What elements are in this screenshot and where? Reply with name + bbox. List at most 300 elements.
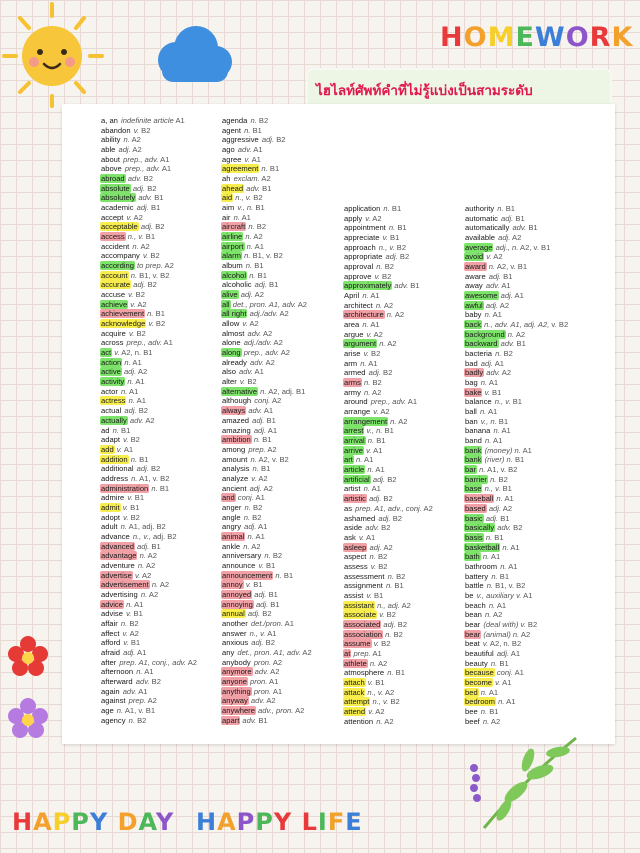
cefr-level: B2	[274, 135, 286, 145]
word-entry	[221, 609, 312, 619]
word-entry	[221, 484, 312, 494]
headword: against	[101, 696, 126, 706]
word-entry	[343, 455, 433, 465]
part-of-speech: n.	[476, 465, 486, 475]
part-of-speech: n.	[118, 386, 128, 396]
headword: advance	[101, 531, 130, 541]
headword: bee	[465, 706, 478, 716]
word-entry	[100, 164, 197, 174]
plant-icon	[464, 720, 584, 830]
headword: attempt	[344, 697, 370, 707]
cefr-level: A2, v. B1	[495, 262, 528, 272]
cefr-level: B2	[148, 251, 160, 261]
cefr-level: A1	[512, 291, 524, 301]
cefr-level: A1	[520, 445, 532, 455]
part-of-speech: v.	[377, 610, 385, 620]
cefr-level: A2	[147, 589, 159, 599]
word-entry	[100, 280, 197, 290]
word-entry	[464, 465, 568, 475]
part-of-speech: n.	[259, 164, 268, 174]
word-entry	[221, 406, 312, 416]
part-of-speech: n.	[128, 270, 138, 280]
headword: awesome	[465, 291, 498, 301]
word-entry	[464, 552, 568, 562]
cefr-level: A1	[504, 697, 516, 707]
cefr-level: B1	[260, 435, 272, 445]
headword: above	[101, 164, 122, 174]
cefr-level: B1	[392, 581, 404, 591]
cefr-level: B2	[397, 252, 410, 262]
word-entry	[100, 300, 197, 310]
headword: band	[465, 436, 482, 446]
word-entry	[464, 639, 568, 649]
word-entry	[221, 542, 312, 552]
part-of-speech: n.	[478, 687, 488, 697]
part-of-speech: v.	[256, 560, 264, 570]
headword: beauty	[465, 658, 488, 668]
headword: architecture	[344, 310, 384, 320]
cefr-level: B1	[487, 706, 499, 716]
cefr-level: A1	[127, 386, 139, 396]
headword: base	[465, 484, 482, 494]
headword: album	[222, 261, 243, 271]
headword: ball	[465, 407, 477, 417]
headword: approval	[344, 262, 374, 272]
cefr-level: A2	[145, 551, 157, 561]
cefr-level: B1	[408, 281, 420, 291]
word-entry	[343, 233, 433, 243]
word-entry	[464, 272, 568, 282]
word-entry	[221, 580, 312, 590]
part-of-speech: (money) n.	[482, 445, 521, 455]
part-of-speech: n.	[493, 349, 502, 359]
word-entry	[221, 677, 312, 687]
headword: ban	[465, 416, 478, 426]
word-entry	[221, 338, 312, 348]
cefr-level: B1	[497, 571, 510, 581]
cefr-level: B2	[128, 512, 140, 522]
word-entry	[221, 126, 312, 136]
cefr-level: adj. B2	[150, 531, 177, 541]
word-entry	[343, 243, 433, 253]
cefr-level: A2	[261, 328, 273, 338]
word-entry	[343, 523, 433, 533]
part-of-speech: prep., adv.	[124, 338, 162, 348]
headword: announcement	[222, 570, 273, 580]
part-of-speech: adv.	[246, 406, 263, 416]
headword: artist	[344, 484, 361, 494]
cefr-level: A2	[135, 299, 147, 309]
part-of-speech: v.	[126, 290, 134, 300]
part-of-speech: v.	[356, 532, 365, 542]
word-entry	[343, 649, 433, 659]
cefr-level: A2	[371, 329, 383, 339]
cefr-level: B1	[268, 599, 280, 609]
word-entry	[343, 281, 433, 291]
cefr-level: B2	[496, 474, 508, 484]
headword: beautiful	[465, 648, 494, 658]
headword: aspect	[344, 552, 367, 562]
headword: beat	[465, 639, 480, 649]
headword: although	[222, 396, 252, 406]
cefr-level: B1	[148, 203, 161, 213]
word-entry	[464, 610, 568, 620]
headword: art	[344, 455, 353, 465]
part-of-speech: adj.	[249, 638, 264, 648]
part-of-speech: v.	[120, 502, 129, 512]
word-entry	[343, 562, 433, 572]
part-of-speech: adv.	[127, 415, 144, 425]
word-entry	[221, 638, 312, 648]
part-of-speech: n.	[245, 531, 254, 541]
word-entry	[100, 319, 197, 329]
part-of-speech: n.	[498, 561, 507, 571]
word-entry	[343, 610, 433, 620]
word-entry	[343, 252, 433, 262]
cefr-level: B1	[267, 164, 280, 174]
word-entry	[100, 184, 197, 194]
word-entry	[343, 223, 433, 233]
headword: at	[344, 648, 351, 658]
headword: annoyed	[222, 589, 252, 599]
part-of-speech: n., v.	[233, 193, 252, 203]
part-of-speech: adj.	[131, 280, 146, 290]
cefr-level: A2	[399, 600, 411, 610]
headword: as	[344, 503, 353, 513]
cefr-level: A1	[132, 599, 144, 609]
part-of-speech: n.	[367, 658, 377, 668]
word-entry	[100, 203, 197, 213]
part-of-speech: adj., n.	[493, 242, 519, 252]
part-of-speech: n.	[114, 705, 124, 715]
part-of-speech: n.	[480, 552, 490, 562]
part-of-speech: n.	[262, 551, 271, 561]
part-of-speech: prep. A1, conj., adv.	[117, 657, 187, 667]
headword: approach	[344, 242, 376, 252]
headword: accident	[101, 241, 130, 251]
headword: baseball	[465, 494, 494, 504]
cefr-level: A2	[127, 628, 139, 638]
headword: anymore	[222, 667, 252, 677]
part-of-speech: adv.	[483, 281, 500, 291]
word-entry	[221, 619, 312, 629]
part-of-speech: exclam.	[231, 174, 260, 184]
cefr-level: A1	[161, 338, 173, 348]
part-of-speech: n.	[477, 407, 487, 417]
part-of-speech: n.	[242, 502, 251, 512]
headword: bank	[465, 445, 482, 455]
headword: assume	[344, 639, 371, 649]
word-entry	[343, 659, 433, 669]
cefr-level: B2	[141, 174, 153, 184]
headword: authority	[465, 204, 495, 213]
part-of-speech: v.	[120, 628, 128, 638]
cefr-level: A1	[271, 686, 283, 696]
word-entry	[221, 493, 312, 503]
headword: addition	[101, 454, 128, 464]
cefr-level: A1	[249, 154, 261, 164]
part-of-speech: adv.	[363, 523, 380, 533]
word-entry	[343, 514, 433, 524]
cefr-level: B2	[251, 193, 263, 203]
word-entry	[343, 494, 433, 504]
word-entry	[343, 397, 433, 407]
word-entry	[221, 184, 312, 194]
headword: accept	[101, 212, 124, 222]
cefr-level: A2	[268, 667, 280, 677]
word-entry	[221, 396, 312, 406]
word-entry	[221, 551, 312, 561]
cefr-level: A1	[282, 618, 294, 628]
word-entry	[464, 330, 568, 340]
cefr-level: A2	[500, 368, 512, 378]
cefr-level: B1	[501, 271, 513, 281]
part-of-speech: n.	[367, 552, 376, 562]
part-of-speech: adv.	[498, 339, 515, 349]
word-entry	[100, 261, 197, 271]
cefr-level: A1	[160, 164, 172, 174]
headword: advertise	[101, 570, 132, 580]
cefr-level: B1	[252, 261, 264, 271]
headword: again	[101, 686, 120, 696]
cefr-level: A2	[130, 145, 142, 155]
part-of-speech: n.	[385, 668, 394, 678]
part-of-speech: adj./adv.	[247, 309, 278, 319]
part-of-speech: n.	[486, 600, 496, 610]
part-of-speech: n.	[478, 378, 488, 388]
word-entry	[100, 135, 197, 145]
headword: bar	[465, 465, 476, 475]
word-entry	[464, 359, 568, 369]
headword: ancient	[222, 483, 247, 493]
word-entry	[100, 638, 197, 648]
word-entry	[221, 213, 312, 223]
word-entry	[464, 310, 568, 320]
headword: annual	[222, 609, 245, 619]
headword: arm	[344, 358, 358, 368]
part-of-speech: adj.	[486, 503, 502, 513]
headword: accompany	[101, 251, 140, 261]
headword: annoying	[222, 599, 253, 609]
part-of-speech: n.	[130, 241, 139, 251]
cefr-level: B1	[137, 454, 149, 464]
headword: anyway	[222, 696, 248, 706]
word-entry	[343, 310, 433, 320]
cefr-level: B1	[510, 397, 523, 407]
word-entry	[464, 591, 568, 601]
cefr-level: B2	[134, 715, 147, 725]
headword: achievement	[101, 309, 145, 319]
word-entry	[221, 667, 312, 677]
headword: ah	[222, 174, 231, 184]
word-entry	[464, 397, 568, 407]
cefr-level: B2	[390, 513, 403, 523]
part-of-speech: prep. A1, adv., conj.	[353, 503, 422, 513]
cefr-level: B2	[250, 502, 263, 512]
word-entry	[100, 242, 197, 252]
word-entry	[100, 503, 197, 513]
part-of-speech: n.	[384, 310, 394, 320]
headword: almost	[222, 328, 245, 338]
word-entry	[343, 436, 433, 446]
headword: bacteria	[465, 349, 493, 359]
part-of-speech: adj.	[494, 648, 510, 658]
part-of-speech: n.	[122, 357, 131, 367]
part-of-speech: prep.	[351, 648, 371, 658]
cefr-level: A1	[253, 531, 265, 541]
cefr-level: A2	[251, 232, 263, 242]
cefr-level: B1	[266, 280, 279, 290]
cefr-level: A1	[491, 436, 503, 446]
part-of-speech: adv.	[495, 523, 512, 533]
part-of-speech: n.	[478, 706, 488, 716]
word-entry	[464, 659, 568, 669]
word-entry	[343, 552, 433, 562]
part-of-speech: n.	[128, 454, 138, 464]
headword: away	[465, 281, 483, 291]
headword: adopt	[101, 512, 121, 522]
headword: alcohol	[222, 270, 247, 280]
cefr-level: A2	[510, 233, 522, 243]
headword: amazed	[222, 415, 250, 425]
part-of-speech: n.	[489, 571, 498, 581]
part-of-speech: adj.	[483, 300, 499, 310]
headword: banana	[465, 426, 491, 436]
part-of-speech: v.	[126, 328, 135, 338]
word-entry	[343, 204, 433, 214]
headword: around	[344, 397, 368, 407]
headword: angry	[222, 522, 241, 532]
part-of-speech: n., adv. A1, adj. A2,	[482, 320, 550, 330]
part-of-speech: pron.	[251, 686, 272, 696]
cefr-level: A2	[249, 541, 261, 551]
headword: absolute	[101, 183, 130, 193]
word-entry	[343, 543, 433, 553]
cefr-level: A2	[259, 174, 271, 184]
part-of-speech: n.	[495, 697, 505, 707]
part-of-speech: adv.	[236, 367, 253, 377]
headword: assist	[344, 590, 364, 600]
headword: accurate	[101, 280, 131, 290]
part-of-speech: adj.	[383, 252, 398, 262]
cefr-level: B2	[382, 262, 394, 272]
word-entry	[100, 600, 197, 610]
cefr-level: B1	[496, 416, 509, 426]
part-of-speech: n.	[242, 251, 251, 261]
word-entry	[221, 716, 312, 726]
headword: assess	[344, 561, 368, 571]
headword: automatic	[465, 213, 498, 223]
word-entry	[100, 445, 197, 455]
cefr-level: A2	[385, 339, 397, 349]
word-entry	[100, 619, 197, 629]
cefr-level: B1	[374, 436, 386, 446]
headword: bake	[465, 387, 482, 397]
word-entry	[464, 504, 568, 514]
word-entry	[221, 687, 312, 697]
word-entry	[464, 562, 568, 572]
headword: a, an	[101, 116, 118, 125]
part-of-speech: v.	[364, 329, 372, 339]
word-entry	[343, 484, 433, 494]
headword: backward	[465, 339, 498, 349]
word-entry	[464, 678, 568, 688]
word-entry	[464, 417, 568, 427]
word-entry	[221, 222, 312, 232]
part-of-speech: n., v.	[247, 628, 266, 638]
headword: advertising	[101, 589, 138, 599]
part-of-speech: prep., adv.	[241, 348, 280, 358]
part-of-speech: n.	[491, 426, 500, 436]
cefr-level: B2	[393, 571, 406, 581]
part-of-speech: v., n.	[364, 426, 383, 436]
word-entry	[100, 174, 197, 184]
part-of-speech: n.	[273, 570, 282, 580]
word-entry	[343, 446, 433, 456]
cefr-level: A1	[130, 357, 142, 367]
headword: admit	[101, 502, 120, 512]
headword: architect	[344, 300, 373, 310]
word-entry	[464, 349, 568, 359]
note-line: ไฮไลท์ศัพท์คำที่ไม่รู้แบ่งเป็นสามระดับ	[316, 83, 533, 99]
cefr-level: A2	[264, 696, 276, 706]
part-of-speech: prep., adv.	[122, 164, 161, 174]
headword: add	[101, 444, 114, 454]
part-of-speech: n., adj.	[374, 600, 400, 610]
part-of-speech: n.	[365, 465, 374, 475]
part-of-speech: adj.	[366, 494, 382, 504]
headword: ability	[101, 135, 121, 145]
word-entry	[464, 320, 568, 330]
part-of-speech: prep., adv.	[121, 154, 159, 164]
word-entry	[464, 233, 568, 243]
headword: actor	[101, 386, 118, 396]
part-of-speech: adv.	[240, 715, 257, 725]
part-of-speech: n.	[495, 204, 504, 213]
cefr-level: B1	[251, 580, 263, 590]
part-of-speech: n., v.	[492, 397, 511, 407]
headword: arrange	[344, 407, 371, 417]
part-of-speech: n.	[121, 135, 130, 145]
headword: advanced	[101, 541, 134, 551]
word-entry	[343, 301, 433, 311]
word-entry	[100, 251, 197, 261]
part-of-speech: adj.	[138, 222, 154, 232]
cefr-level: A2	[293, 705, 305, 715]
headword: bear	[465, 619, 481, 629]
cefr-level: A1	[506, 561, 518, 571]
word-entry	[100, 513, 197, 523]
headword: aim	[222, 203, 235, 213]
word-entry	[343, 678, 433, 688]
word-entry	[221, 474, 312, 484]
headword: baby	[465, 310, 482, 320]
cefr-level: B1	[263, 560, 276, 570]
headword: approve	[344, 271, 372, 281]
word-entry	[343, 697, 433, 707]
headword: basically	[465, 523, 495, 533]
cefr-level: B2	[254, 222, 267, 232]
cefr-level: B1	[497, 658, 509, 668]
word-entry	[100, 571, 197, 581]
headword: artificial	[344, 474, 370, 484]
homework-title: HOMEWORK	[440, 22, 634, 53]
part-of-speech: v.	[140, 251, 149, 261]
cefr-level: A1	[122, 444, 134, 454]
word-entry	[343, 533, 433, 543]
footer-right-text: HAPPY LIFE	[196, 808, 363, 836]
cefr-level: B2	[511, 523, 523, 533]
